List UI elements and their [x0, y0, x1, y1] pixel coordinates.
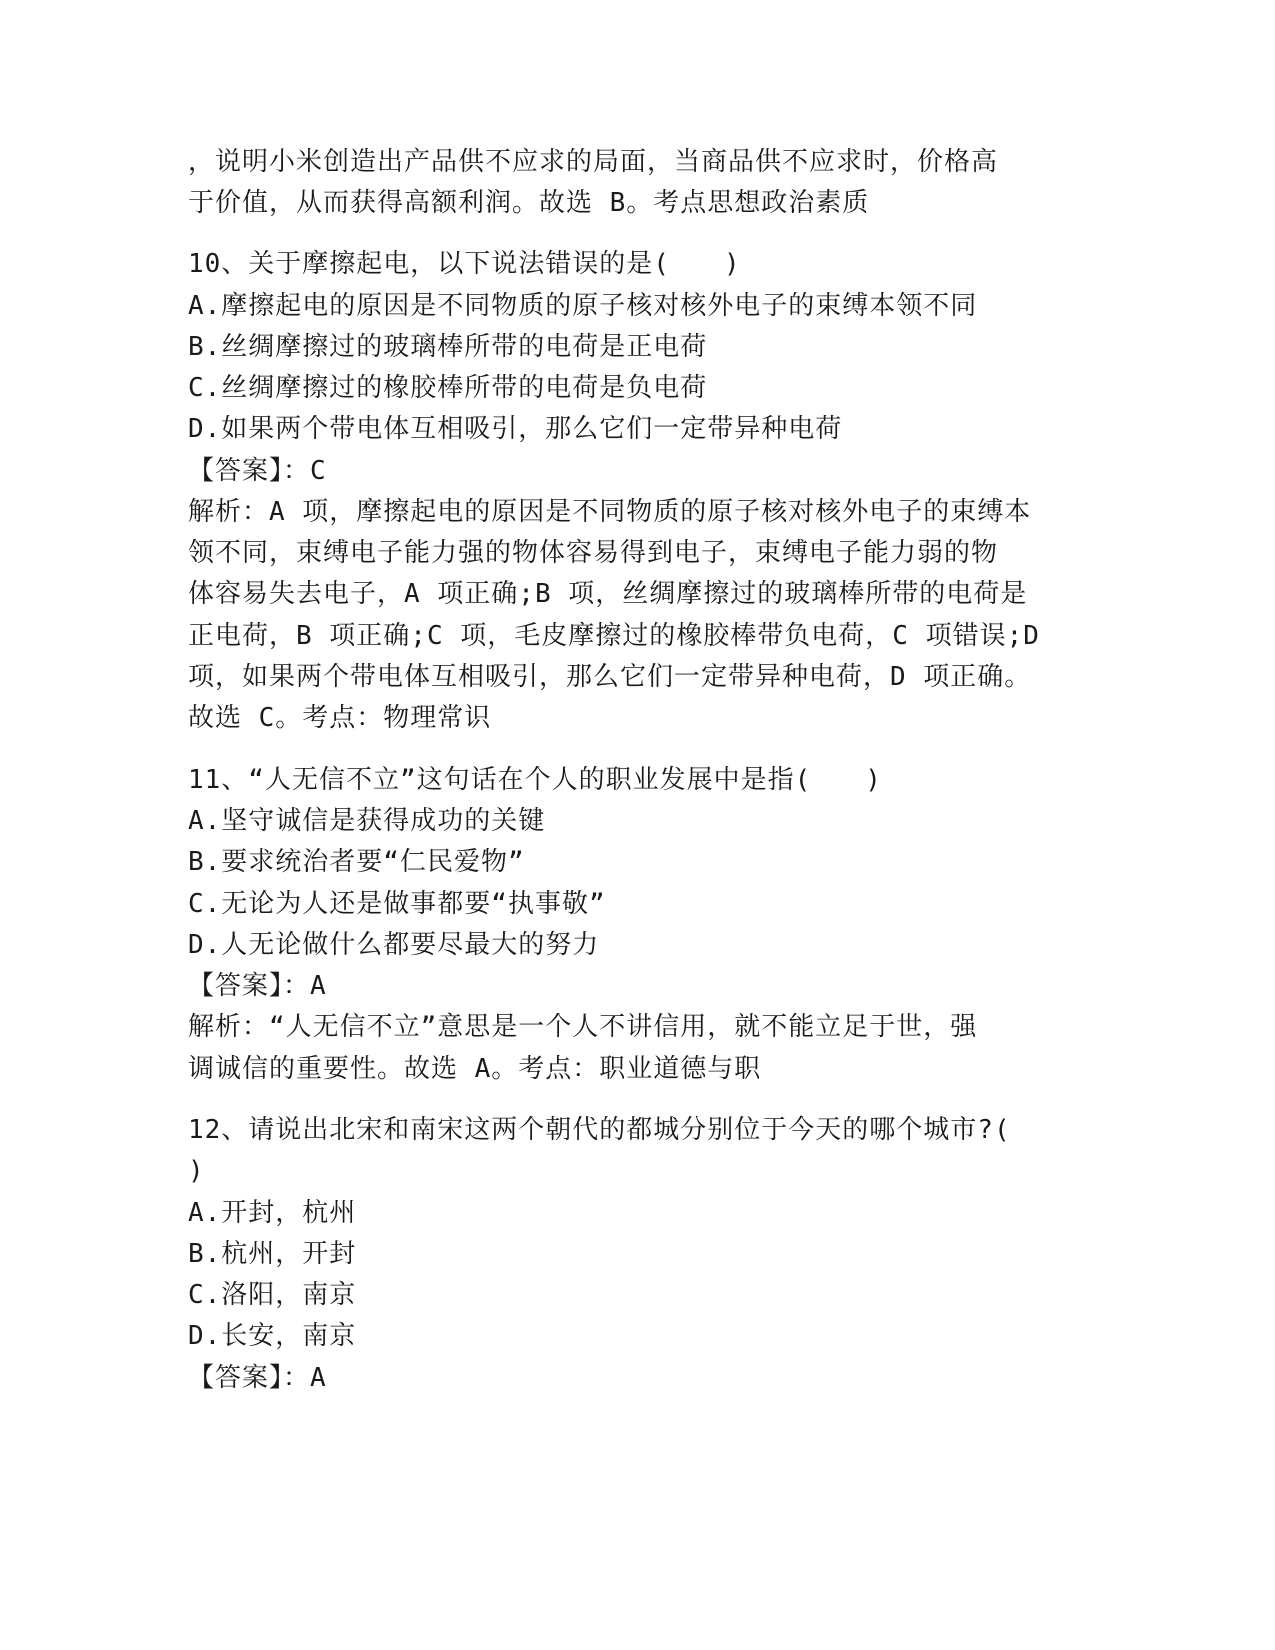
question-11-option-a: A.坚守诚信是获得成功的关键 [188, 806, 546, 836]
question-10-text: 10、关于摩擦起电，以下说法错误的是( ) [188, 249, 741, 279]
question-11-answer: 【答案】：A [188, 971, 327, 1001]
intro-line-2: 于价值，从而获得高额利润。故选 B。考点思想政治素质 [188, 188, 870, 218]
question-10-analysis-line: 故选 C。考点：物理常识 [188, 703, 492, 733]
question-11-text: 11、“人无信不立”这句话在个人的职业发展中是指( ) [188, 765, 882, 795]
question-12-text-continued: ) [188, 1156, 205, 1186]
question-10-analysis-line: 体容易失去电子，A 项正确;B 项，丝绸摩擦过的玻璃棒所带的电荷是 [188, 579, 1028, 609]
question-11-option-b: B.要求统治者要“仁民爱物” [188, 847, 525, 877]
question-10-analysis-line: 领不同，束缚电子能力强的物体容易得到电子，束缚电子能力弱的物 [188, 538, 999, 568]
question-10-answer: 【答案】：C [188, 456, 327, 486]
question-10-analysis-line: 正电荷，B 项正确;C 项，毛皮摩擦过的橡胶棒带负电荷，C 项错误;D [188, 621, 1040, 651]
question-11-analysis-line: 调诚信的重要性。故选 A。考点：职业道德与职 [188, 1054, 762, 1084]
question-12-option-d: D.长安，南京 [188, 1321, 357, 1351]
question-12-text: 12、请说出北宋和南宋这两个朝代的都城分别位于今天的哪个城市?( [188, 1115, 1011, 1145]
question-10-analysis-line: 解析：A 项，摩擦起电的原因是不同物质的原子核对核外电子的束缚本 [188, 497, 1032, 527]
question-10-option-c: C.丝绸摩擦过的橡胶棒所带的电荷是负电荷 [188, 373, 708, 403]
question-12-answer: 【答案】：A [188, 1363, 327, 1393]
question-10-option-d: D.如果两个带电体互相吸引，那么它们一定带异种电荷 [188, 414, 843, 444]
question-11-option-d: D.人无论做什么都要尽最大的努力 [188, 930, 600, 960]
question-12-option-a: A.开封，杭州 [188, 1198, 357, 1228]
question-12-option-c: C.洛阳，南京 [188, 1280, 357, 1310]
question-10-option-b: B.丝绸摩擦过的玻璃棒所带的电荷是正电荷 [188, 332, 708, 362]
question-10-analysis-line: 项，如果两个带电体互相吸引，那么它们一定带异种电荷，D 项正确。 [188, 662, 1032, 692]
question-11-option-c: C.无论为人还是做事都要“执事敬” [188, 889, 606, 919]
question-11-analysis-line: 解析：“人无信不立”意思是一个人不讲信用，就不能立足于世，强 [188, 1012, 978, 1042]
intro-line-1: ，说明小米创造出产品供不应求的局面，当商品供不应求时，价格高 [188, 147, 999, 177]
question-10-option-a: A.摩擦起电的原因是不同物质的原子核对核外电子的束缚本领不同 [188, 291, 978, 321]
question-12-option-b: B.杭州，开封 [188, 1239, 357, 1269]
